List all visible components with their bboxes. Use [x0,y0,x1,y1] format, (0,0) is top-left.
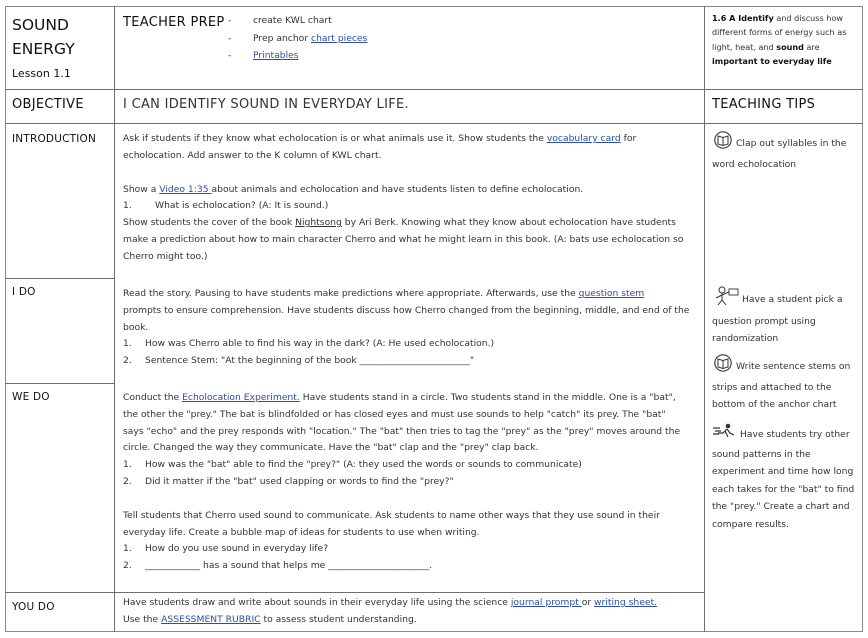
prep-item: - Prep anchor chart pieces [228,32,368,44]
teacher-prep-list [228,12,367,65]
objective-text: I CAN IDENTIFY SOUND IN EVERYDAY LIFE. [123,97,409,112]
chart-pieces-link[interactable]: chart pieces [311,32,368,44]
row-divider-youdo [5,592,705,593]
video-link[interactable]: Video 1:35 [159,183,212,195]
introduction-content: Ask if students if they know what echolocation is or what animals use it. Show students the vocabulary card for echolocation. Add answer to the K column of KWL chart. Show a Video 1:35 about animals and echolocation and have students listen to define echolocation. 1. What is echolocation? (A: It is sound.) Show students the cover of the book Nightsong by Ari Berk. Knowing what they know about echolocation have students make a prediction about how to main character Cherro and what he might learn in this book. (A: bats use echolocation so Cherro might too.) [123,133,684,262]
we-do-content: Conduct the Echolocation Experiment. Have students stand in a circle. Two students stand in the middle. One is a "bat", the other the "prey." The bat is blindfolded or has closed eyes and must use sounds to help "catch" its prey. The "bat" says "echo" and the prey responds with "location." The "bat" then tries to tag the "prey" as the "prey" moves around the circle. Changed the way they communicate. Have the "bat" clap and the "prey" clap back. 1. How was the "bat" able to find the "prey?" (A: they used the words or sounds to communicate) 2. Did it matter if the "bat" used clapping or words to find the "prey?" Tell students that Cherro used sound to communicate. Ask students to name other ways that they use sound in their everyday life. Create a bubble map of ideas for students to use when writing. 1. How do you use sound in everyday life? 2. ____________ has a sound that helps me ______________________. [123,392,681,572]
standard-code: 1.6 A Identify [712,13,774,23]
row-divider-objective [5,123,863,124]
book-icon [712,354,734,379]
echolocation-experiment-link[interactable]: Echolocation Experiment. [182,392,300,403]
running-icon [712,423,738,446]
we-do-label: WE DO [12,391,50,403]
objective-label: OBJECTIVE [12,97,84,112]
you-do-label: YOU DO [12,601,55,613]
assessment-rubric-link[interactable]: ASSESSMENT RUBRIC [161,613,261,625]
unit-title [12,13,75,61]
tip-clap-syllables: Clap out syllables in the word echolocation [712,131,858,173]
tip-pick-question: Have a student pick a question prompt using randomization [712,286,858,348]
introduction-label: INTRODUCTION [12,133,97,145]
teaching-tips-label: TEACHING TIPS [712,97,816,112]
lesson-number: Lesson 1.1 [12,67,71,80]
prep-item: - create KWL chart [228,15,332,26]
unit-title-line2: ENERGY [12,40,75,58]
book-title: Nightsong [295,217,342,229]
unit-title-line1: SOUND [12,16,69,34]
row-divider-header [5,89,863,90]
row-divider-intro [5,278,115,279]
you-do-content: Have students draw and write about sounds in their everyday life using the science journal prompt or writing sheet. Use the ASSESSMENT RUBRIC to assess student understanding. [123,597,658,625]
i-do-label: I DO [12,286,36,298]
i-do-content: Read the story. Pausing to have students make predictions where appropriate. Afterwards, use the question stem prompts to ensure comprehension. Have students discuss how Cherro changed from the beginning, middle, and end of the book. 1. How was Cherro able to find his way in the dark? (A: He used echolocation.) 2. Sentence Stem: "At the beginning of the book ________________________" [123,288,690,367]
standard-text: 1.6 A Identify and discuss how different forms of energy such as light, heat, and sound are important to everyday life [712,13,847,67]
journal-prompt-link[interactable]: journal prompt [510,597,582,608]
vocabulary-card-link[interactable]: vocabulary card [546,133,621,144]
tip-sentence-stems: Write sentence stems on strips and attached to the bottom of the anchor chart [712,354,858,414]
prep-item: - Printables [228,50,299,61]
row-divider-ido [5,383,115,384]
column-divider-left [114,6,115,632]
printables-link[interactable]: Printables [253,50,299,61]
teacher-prep-label: TEACHER PREP [123,15,225,30]
question-stem-link[interactable]: question stem [578,288,645,299]
writing-sheet-link[interactable]: writing sheet. [594,597,658,608]
column-divider-right [704,6,705,632]
pick-student-icon [712,286,740,313]
book-icon [712,131,734,156]
tip-sound-patterns: Have students try other sound patterns in the experiment and time how long each takes for the "bat" to find the "prey." Create a chart and compare results. [712,423,858,534]
